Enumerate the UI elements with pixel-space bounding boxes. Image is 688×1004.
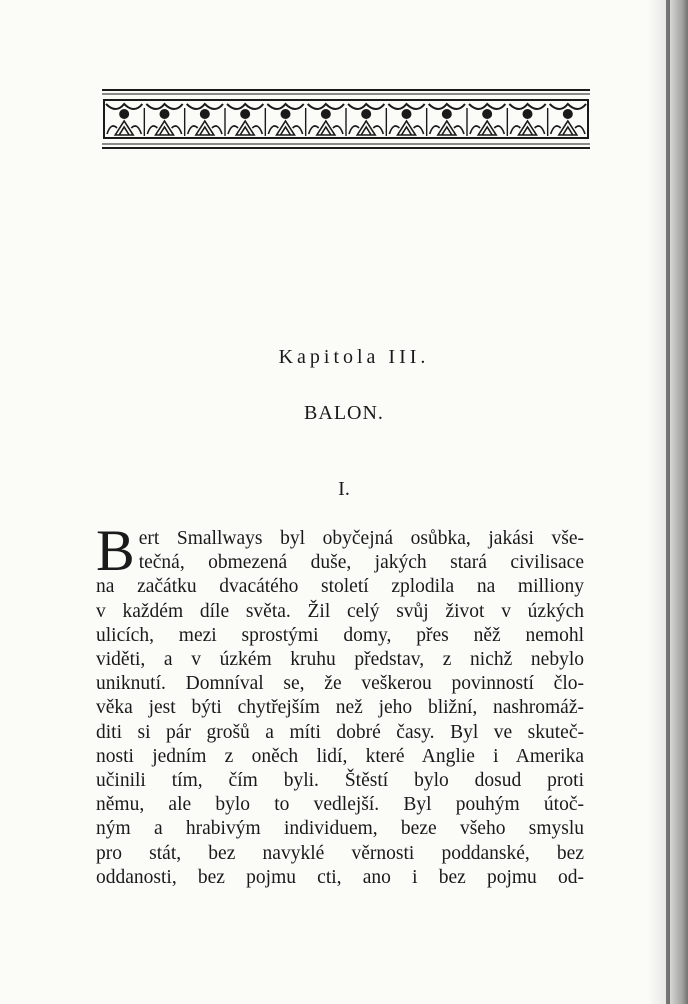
- text-line: ulicích, mezi sprostými domy, přes něž nemohl: [96, 624, 584, 646]
- ornament-dot: [241, 110, 250, 119]
- ornament-dot: [563, 110, 572, 119]
- ornament-triangle: [156, 121, 174, 135]
- ornament-triangle: [438, 121, 456, 135]
- part-number: I.: [338, 478, 350, 500]
- text-line: pro stát, bez navyklé věrnosti poddanské, bez: [96, 842, 584, 864]
- ornament-scroll: [267, 104, 303, 109]
- text-line: v každém díle světa. Žil celý svůj život v úzkých: [96, 600, 584, 622]
- ornament-triangle: [478, 121, 496, 135]
- body-paragraph: [96, 518, 584, 890]
- ornament-scroll: [429, 104, 465, 109]
- drop-cap: B: [96, 518, 135, 583]
- ornament-scroll: [106, 104, 142, 109]
- ornament-triangle: [196, 121, 214, 135]
- paragraph-lines: [96, 518, 584, 890]
- chapter-title: Kapitola III.: [278, 346, 430, 368]
- ornament-triangle: [559, 121, 577, 135]
- ornament-scroll: [388, 104, 424, 109]
- text-line: tečná, obmezená duše, jakých stará civilisace: [138, 552, 584, 574]
- ornament-triangle: [115, 121, 133, 135]
- ornament-dot: [523, 110, 532, 119]
- text-line: diti si pár grošů a míti dobré časy. Byl ve skuteč-: [96, 721, 584, 743]
- text-line: věka jest býti chytřejším než jeho bližní, nashromáž-: [96, 697, 584, 719]
- section-title: BALON.: [304, 402, 384, 424]
- ornament-dot: [120, 110, 129, 119]
- ornament-dot: [402, 110, 411, 119]
- ornament-triangle: [519, 121, 537, 135]
- ornament-scroll: [227, 104, 263, 109]
- ornament-triangle: [317, 121, 335, 135]
- ornament-triangle: [357, 121, 375, 135]
- text-line: ert Smallways byl obyčejná osůbka, jakási vše-: [138, 528, 584, 549]
- ornament-dot: [321, 110, 330, 119]
- ornament-triangle: [277, 121, 295, 135]
- ornament-dot: [483, 110, 492, 119]
- ornament-band: [102, 88, 590, 150]
- page-edge-line: [666, 0, 670, 1004]
- text-line: viděti, a v úzkém kruhu představ, z nichž nebylo: [96, 649, 584, 671]
- ornament-scroll: [509, 104, 545, 109]
- text-line: němu, ale bylo to vedlejší. Byl pouhým útoč-: [96, 794, 584, 816]
- ornament-dot: [362, 110, 371, 119]
- ornament-scroll: [308, 104, 344, 109]
- ornament-scroll: [469, 104, 505, 109]
- text-line: učinili tím, čím byli. Štěstí bylo dosud proti: [96, 770, 584, 792]
- ornament-dot: [281, 110, 290, 119]
- ornament-scroll: [187, 104, 223, 109]
- text-line: ným a hrabivým individuem, beze všeho smyslu: [96, 818, 584, 840]
- ornament-triangle: [398, 121, 416, 135]
- ornament-triangle: [236, 121, 254, 135]
- ornament-scroll: [146, 104, 182, 109]
- ornament-dot: [200, 110, 209, 119]
- ornament-scroll: [550, 104, 586, 109]
- text-line: na začátku dvacátého století zplodila na milliony: [96, 576, 584, 598]
- ornament-dot: [442, 110, 451, 119]
- ornament-scroll: [348, 104, 384, 109]
- ornament-dot: [160, 110, 169, 119]
- text-line: nosti jedním z oněch lidí, které Anglie i Amerika: [96, 745, 584, 767]
- text-line: oddanosti, bez pojmu cti, ano i bez pojmu od-: [96, 866, 584, 888]
- text-line: uniknutí. Domníval se, že veškerou povinností člo-: [96, 673, 584, 695]
